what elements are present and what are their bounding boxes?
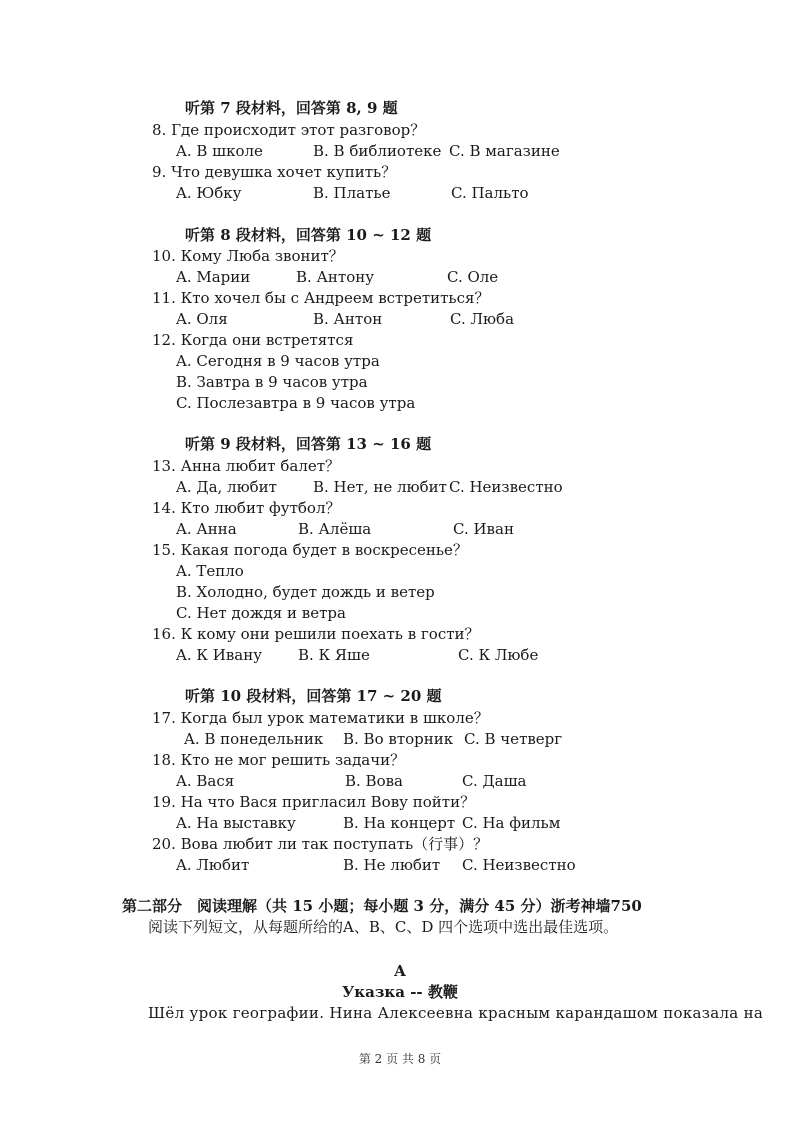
option-a: A. Тепло xyxy=(176,562,244,580)
option-c: C. Оле xyxy=(447,268,499,286)
question-18: 18. Кто не мог решить задачи？ xyxy=(152,751,406,769)
option-a: A. Анна xyxy=(176,520,237,538)
option-b: B. В библиотеке xyxy=(313,142,442,160)
question-8: 8. Где происходит этот разговор？ xyxy=(152,121,426,139)
option-c: C. Неизвестно xyxy=(462,856,576,874)
question-10: 10. Кому Люба звонит？ xyxy=(152,247,344,265)
option-a: A. Юбку xyxy=(176,184,242,202)
option-a: A. Да, любит xyxy=(176,478,277,496)
section-heading: 听第 8 段材料，回答第 10 ~ 12 题 xyxy=(185,226,432,244)
option-c: C. К Любе xyxy=(458,646,539,664)
question-11: 11. Кто хочел бы с Андреем встретиться？ xyxy=(152,289,490,307)
option-a: A. Сегодня в 9 часов утра xyxy=(176,352,380,370)
question-13: 13. Анна любит балет？ xyxy=(152,457,341,475)
option-c: C. На фильм xyxy=(462,814,561,832)
option-c: C. Даша xyxy=(462,772,527,790)
option-b: B. Антону xyxy=(296,268,375,286)
question-20: 20. Вова любит ли так поступать（行事）？ xyxy=(152,835,489,853)
option-a: A. На выставку xyxy=(176,814,296,832)
question-19: 19. На что Вася пригласил Вову пойти？ xyxy=(152,793,476,811)
passage-label: A xyxy=(394,962,406,980)
option-c: C. В магазине xyxy=(449,142,560,160)
part-title: 第二部分 阅读理解（共 15 小题；每小题 3 分，满分 45 分）浙考神墙750 xyxy=(122,897,642,915)
option-a: A. Любит xyxy=(176,856,250,874)
option-c: C. В четверг xyxy=(464,730,563,748)
option-b: B. К Яше xyxy=(298,646,370,664)
option-a: A. В понедельник xyxy=(184,730,324,748)
question-9: 9. Что девушка хочет купить？ xyxy=(152,163,397,181)
option-b: B. Вова xyxy=(345,772,404,790)
question-12: 12. Когда они встретятся xyxy=(152,331,354,349)
question-17: 17. Когда был урок математики в школе？ xyxy=(152,709,489,727)
question-16: 16. К кому они решили поехать в гости？ xyxy=(152,625,480,643)
option-b: B. Нет, не любит xyxy=(313,478,447,496)
option-c: C. Люба xyxy=(450,310,515,328)
option-c: C. Пальто xyxy=(451,184,529,202)
option-a: A. К Ивану xyxy=(176,646,263,664)
option-b: B. Алёша xyxy=(298,520,372,538)
option-a: A. В школе xyxy=(176,142,263,160)
section-heading: 听第 10 段材料，回答第 17 ~ 20 题 xyxy=(185,687,442,705)
option-b: B. Не любит xyxy=(343,856,441,874)
instruction: 阅读下列短文，从每题所给的A、B、C、D 四个选项中选出最佳选项。 xyxy=(148,918,619,936)
option-c: C. Иван xyxy=(453,520,514,538)
question-14: 14. Кто любит футбол？ xyxy=(152,499,341,517)
option-a: A. Вася xyxy=(176,772,235,790)
option-c: C. Нет дождя и ветра xyxy=(176,604,346,622)
option-c: C. Неизвестно xyxy=(449,478,563,496)
option-b: B. Завтра в 9 часов утра xyxy=(176,373,368,391)
option-b: B. Во вторник xyxy=(343,730,454,748)
section-heading: 听第 7 段材料，回答第 8, 9 题 xyxy=(185,99,398,117)
option-a: A. Оля xyxy=(176,310,228,328)
option-b: B. Платье xyxy=(313,184,391,202)
option-b: B. На концерт xyxy=(343,814,456,832)
passage-title: Указка -- 教鞭 xyxy=(342,983,458,1001)
option-a: A. Марии xyxy=(176,268,251,286)
option-b: B. Антон xyxy=(313,310,383,328)
passage-text: Шёл урок географии. Нина Алексеевна красным карандашом показала на xyxy=(148,1004,764,1022)
page-footer: 第 2 页 共 8 页 xyxy=(358,1052,442,1066)
option-c: C. Послезавтра в 9 часов утра xyxy=(176,394,416,412)
option-b: B. Холодно, будет дождь и ветер xyxy=(176,583,435,601)
section-heading: 听第 9 段材料，回答第 13 ~ 16 题 xyxy=(185,435,432,453)
question-15: 15. Какая погода будет в воскресенье？ xyxy=(152,541,468,559)
